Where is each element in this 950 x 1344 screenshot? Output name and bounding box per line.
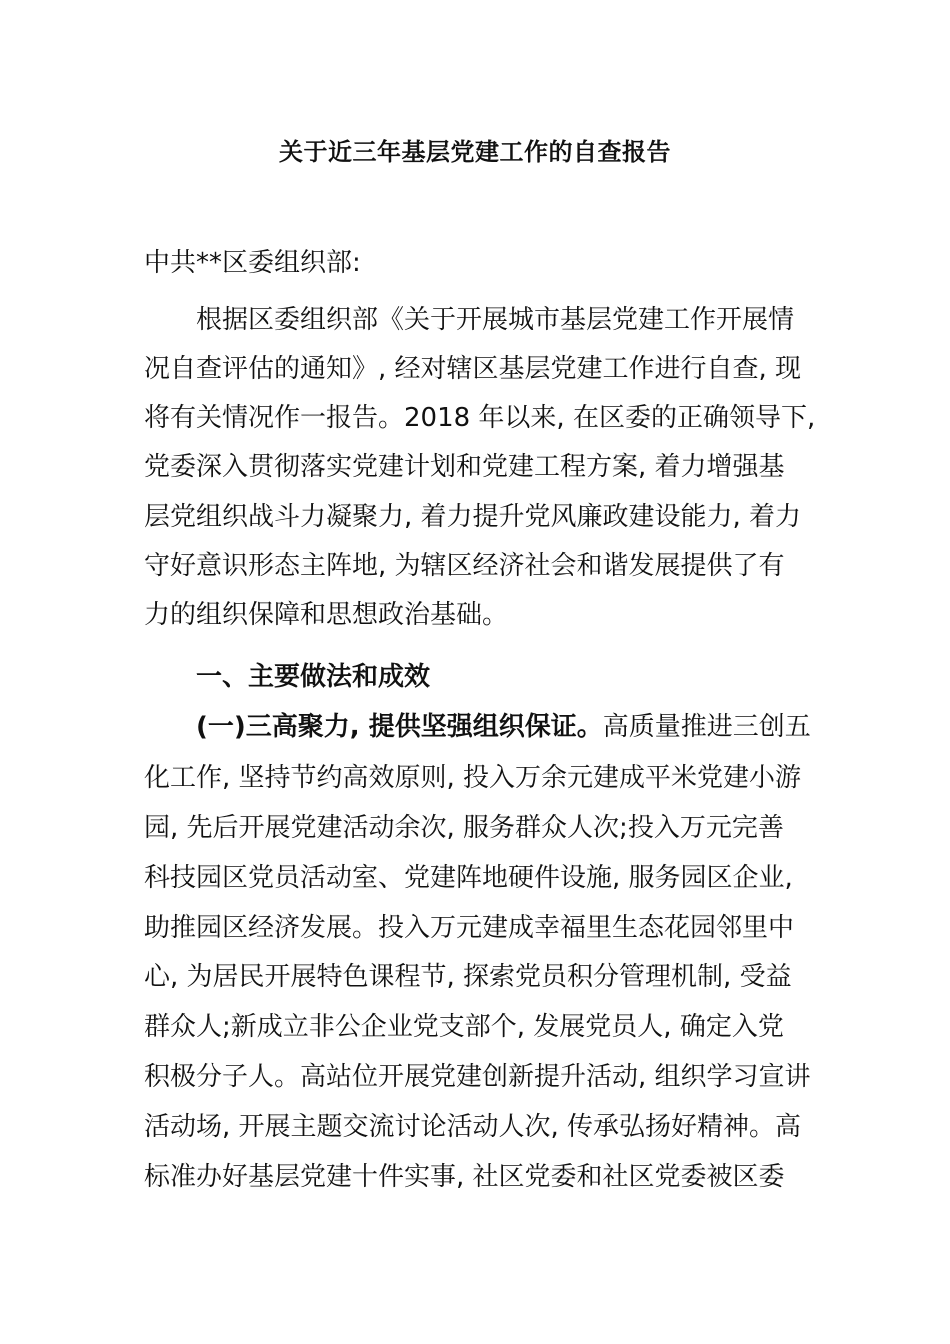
intro-line: 层党组织战斗力凝聚力, 着力提升党风廉政建设能力, 着力 [144, 502, 802, 532]
subsection-heading: (一)三高聚力, 提供坚强组织保证。 [196, 712, 603, 742]
body-line: 心, 为居民开展特色课程节, 探索党员积分管理机制, 受益 [144, 962, 792, 992]
body-line: 化工作, 坚持节约高效原则, 投入万余元建成平米党建小游 [144, 763, 802, 793]
intro-line: 况自查评估的通知》, 经对辖区基层党建工作进行自查, 现 [144, 354, 802, 384]
intro-line: 守好意识形态主阵地, 为辖区经济社会和谐发展提供了有 [144, 551, 785, 581]
body-line: 群众人;新成立非公企业党支部个, 发展党员人, 确定入党 [144, 1012, 784, 1042]
body-line: 积极分子人。高站位开展党建创新提升活动, 组织学习宣讲 [144, 1062, 811, 1092]
body-line: 助推园区经济发展。投入万元建成幸福里生态花园邻里中 [144, 913, 795, 943]
subsection-first-line-text: 高质量推进三创五 [602, 712, 811, 742]
body-line: 科技园区党员活动室、党建阵地硬件设施, 服务园区企业, [144, 863, 793, 893]
salutation: 中共**区委组织部: [144, 248, 361, 278]
body-line: 园, 先后开展党建活动余次, 服务群众人次;投入万元完善 [144, 813, 784, 843]
intro-line: 将有关情况作一报告。2018 年以来, 在区委的正确领导下, [144, 403, 816, 433]
section-heading: 一、主要做法和成效 [196, 662, 431, 692]
intro-line: 根据区委组织部《关于开展城市基层党建工作开展情 [196, 305, 795, 335]
intro-line: 力的组织保障和思想政治基础。 [144, 600, 509, 630]
intro-line: 党委深入贯彻落实党建计划和党建工程方案, 着力增强基 [144, 452, 785, 482]
document-title: 关于近三年基层党建工作的自查报告 [279, 138, 671, 166]
subsection-first-line [196, 710, 811, 744]
body-line: 标准办好基层党建十件实事, 社区党委和社区党委被区委 [144, 1162, 785, 1192]
body-line: 活动场, 开展主题交流讨论活动人次, 传承弘扬好精神。高 [144, 1112, 802, 1142]
